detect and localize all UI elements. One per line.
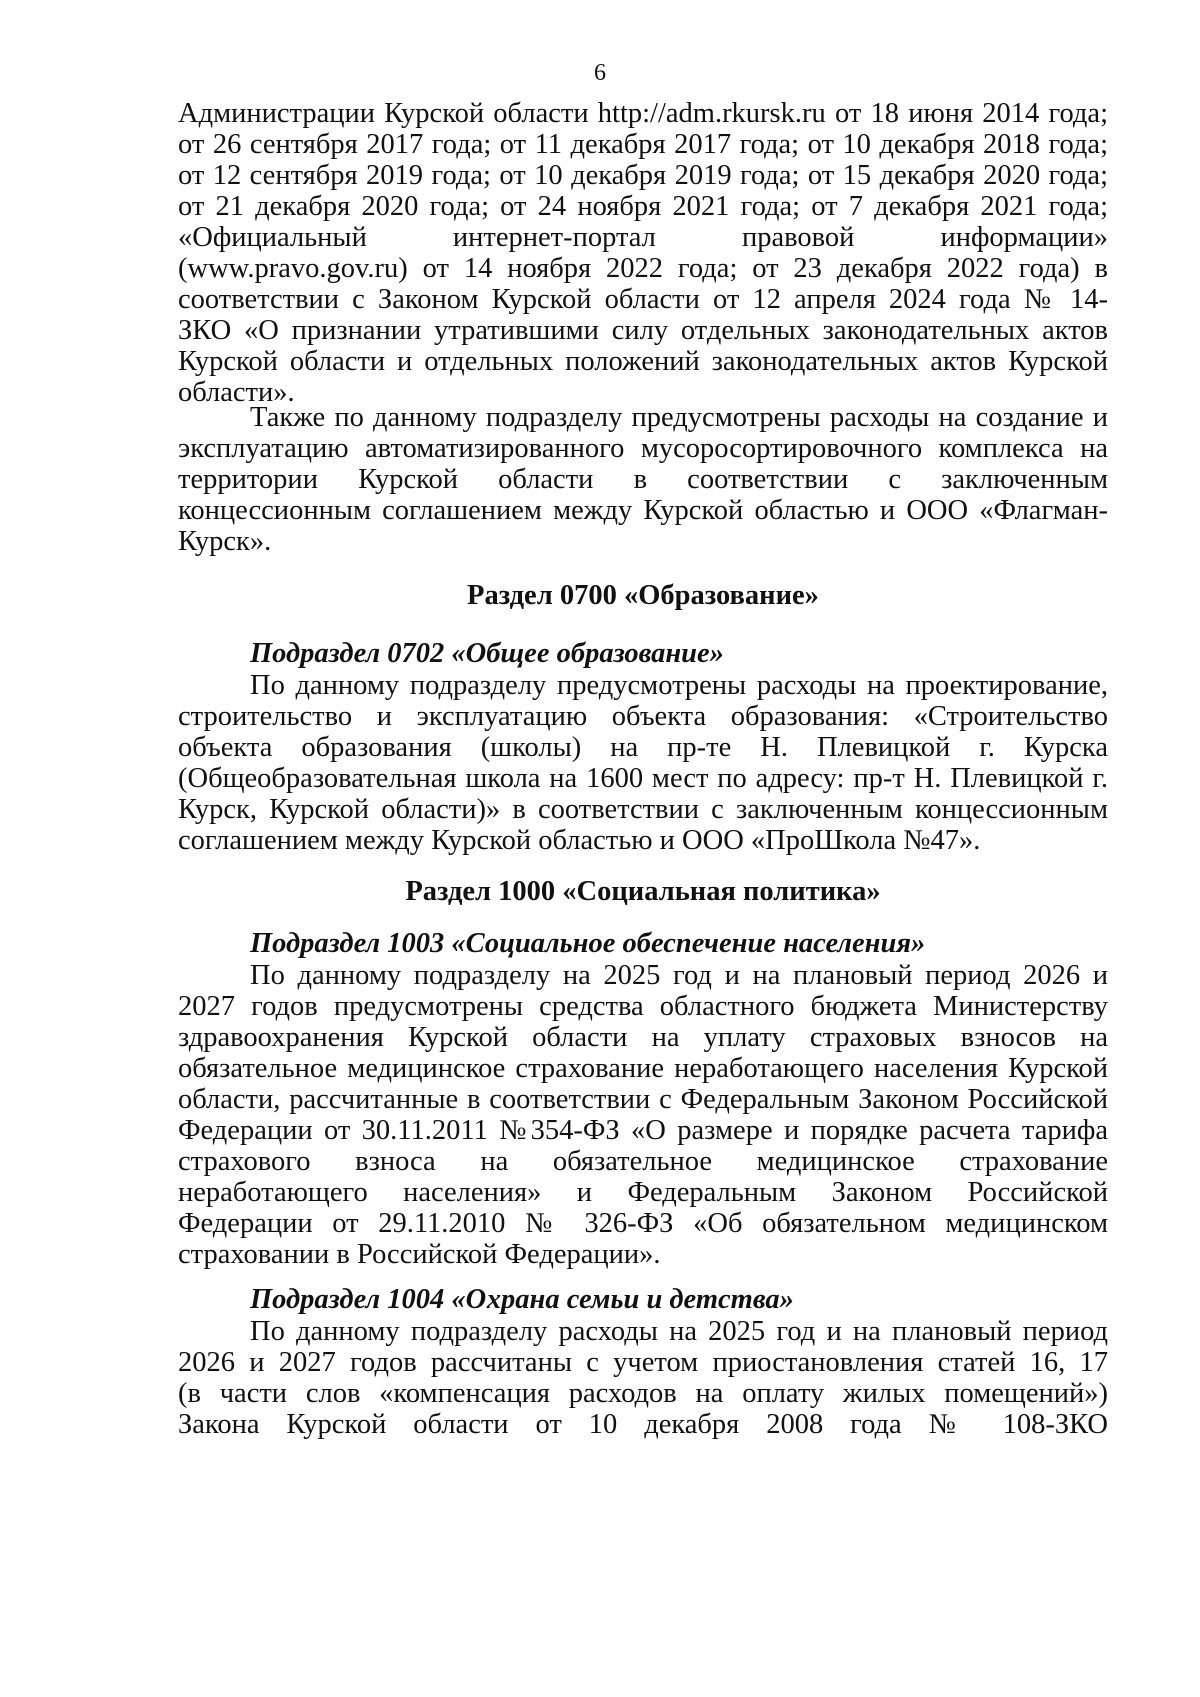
paragraph-line: здравоохранения Курской области на уплату страховых взносов на <box>178 1022 1108 1053</box>
paragraph-line: страхового взноса на обязательное медицинское страхование <box>178 1146 1108 1177</box>
paragraph-line: области». <box>178 377 295 408</box>
paragraph-line: территории Курской области в соответствии с заключенным <box>178 464 1108 495</box>
paragraph-line: объекта образования (школы) на пр-те Н. Плевицкой г. Курска <box>178 732 1108 763</box>
section-heading-1000: Раздел 1000 «Социальная политика» <box>405 876 881 907</box>
paragraph-line: 2026 и 2027 годов рассчитаны с учетом приостановления статей 16, 17 <box>178 1347 1108 1378</box>
paragraph-line: 2027 годов предусмотрены средства областного бюджета Министерству <box>178 991 1108 1022</box>
paragraph-line: Администрации Курской области http://adm.rkursk.ru от 18 июня 2014 года; <box>178 98 1108 129</box>
paragraph-line: концессионным соглашением между Курской областью и ООО «Флагман- <box>178 495 1108 526</box>
paragraph-line: Федерации от 30.11.2011 №354-ФЗ «О размере и порядке расчета тарифа <box>178 1115 1108 1146</box>
paragraph-4 <box>178 960 1108 1270</box>
paragraph-line: обязательное медицинское страхование неработающего населения Курской <box>178 1053 1108 1084</box>
paragraph-line: По данному подразделу расходы на 2025 год и на плановый период <box>250 1316 1108 1347</box>
paragraph-1 <box>178 98 1108 408</box>
paragraph-line: от 12 сентября 2019 года; от 10 декабря 2019 года; от 15 декабря 2020 года; <box>178 160 1108 191</box>
paragraph-line: области, рассчитанные в соответствии с Федеральным Законом Российской <box>178 1084 1108 1115</box>
subsection-heading-1004: Подраздел 1004 «Охрана семьи и детства» <box>250 1284 794 1315</box>
paragraph-line: По данному подразделу предусмотрены расходы на проектирование, <box>250 670 1108 701</box>
paragraph-2 <box>178 402 1108 557</box>
paragraph-line: (www.pravo.gov.ru) от 14 ноября 2022 года; от 23 декабря 2022 года) в <box>178 253 1108 284</box>
paragraph-line: Федерации от 29.11.2010 № 326-ФЗ «Об обязательном медицинском <box>178 1208 1108 1239</box>
page-number: 6 <box>594 60 606 86</box>
paragraph-line: (Общеобразовательная школа на 1600 мест по адресу: пр-т Н. Плевицкой г. <box>178 763 1108 794</box>
paragraph-line: страховании в Российской Федерации». <box>178 1239 661 1270</box>
paragraph-line: Также по данному подразделу предусмотрены расходы на создание и <box>250 402 1108 433</box>
paragraph-line: от 26 сентября 2017 года; от 11 декабря 2017 года; от 10 декабря 2018 года; <box>178 129 1108 160</box>
paragraph-3 <box>178 670 1108 856</box>
paragraph-line: соответствии с Законом Курской области от 12 апреля 2024 года № 14- <box>178 284 1108 315</box>
paragraph-line: Курск, Курской области)» в соответствии с заключенным концессионным <box>178 794 1108 825</box>
paragraph-line: Закона Курской области от 10 декабря 2008 года № 108-ЗКО <box>178 1409 1108 1440</box>
paragraph-5 <box>178 1316 1108 1440</box>
paragraph-line: эксплуатацию автоматизированного мусоросортировочного комплекса на <box>178 433 1108 464</box>
paragraph-line: (в части слов «компенсация расходов на оплату жилых помещений») <box>178 1378 1108 1409</box>
paragraph-line: строительство и эксплуатацию объекта образования: «Строительство <box>178 701 1108 732</box>
subsection-heading-0702: Подраздел 0702 «Общее образование» <box>250 638 724 669</box>
paragraph-line: По данному подразделу на 2025 год и на плановый период 2026 и <box>250 960 1108 991</box>
paragraph-line: Курской области и отдельных положений законодательных актов Курской <box>178 346 1108 377</box>
paragraph-line: ЗКО «О признании утратившими силу отдельных законодательных актов <box>178 315 1108 346</box>
paragraph-line: неработающего населения» и Федеральным Законом Российской <box>178 1177 1108 1208</box>
paragraph-line: Курск». <box>178 526 272 557</box>
paragraph-line: «Официальный интернет-портал правовой информации» <box>178 222 1108 253</box>
paragraph-line: от 21 декабря 2020 года; от 24 ноября 2021 года; от 7 декабря 2021 года; <box>178 191 1108 222</box>
subsection-heading-1003: Подраздел 1003 «Социальное обеспечение населения» <box>250 928 926 959</box>
section-heading-0700: Раздел 0700 «Образование» <box>467 580 819 611</box>
paragraph-line: соглашением между Курской областью и ООО «ПроШкола №47». <box>178 825 981 856</box>
